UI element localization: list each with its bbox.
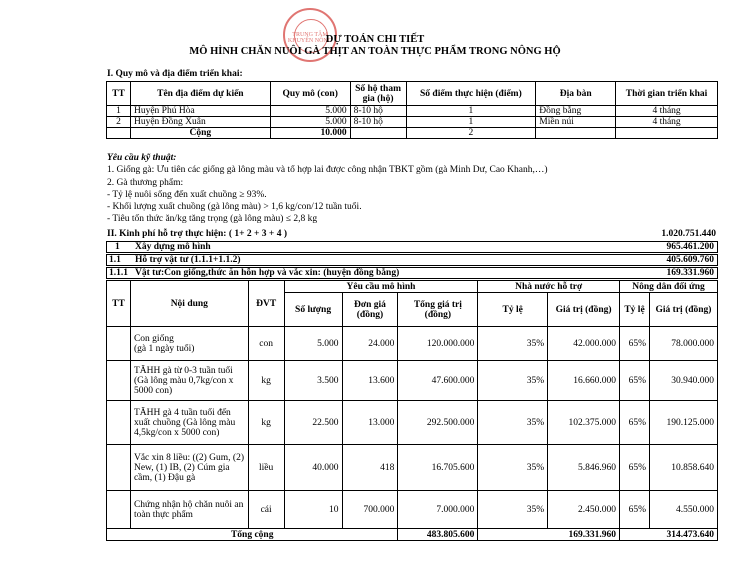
requirement-line: 1. Giống gà: Ưu tiên các giống gà lông màu và tổ hợp lai được công nhận TBKT gồm (gà Minh Dư, Cao Khanh,…) bbox=[107, 165, 548, 175]
section1-heading: I. Quy mô và địa điểm triển khai: bbox=[107, 69, 243, 79]
col-scale: Quy mô (con) bbox=[270, 82, 350, 106]
scale-location-table bbox=[106, 81, 718, 139]
scale-table-header bbox=[107, 82, 718, 106]
group-requirement: Yêu cầu mô hình bbox=[284, 281, 478, 293]
detail-group-header bbox=[107, 281, 718, 293]
document-subtitle: MÔ HÌNH CHĂN NUÔI GÀ THỊT AN TOÀN THỰC PHẨM TRONG NÔNG HỘ bbox=[189, 46, 561, 57]
section2-label: II. Kinh phí hỗ trợ thực hiện: ( 1+ 2 + 3 + 4 ) bbox=[107, 229, 288, 239]
col-state-value: Giá trị (đồng) bbox=[548, 293, 620, 327]
table-row: 1 Huyện Phú Hòa 5.000 8-10 hộ 1 Đồng bằng 4 tháng bbox=[107, 106, 718, 117]
col-farmer-value: Giá trị (đồng) bbox=[650, 293, 718, 327]
col-households: Số hộ tham gia (hộ) bbox=[350, 82, 406, 106]
col-duration: Thời gian triển khai bbox=[616, 82, 718, 106]
table-row: 2 Huyện Đồng Xuân 5.000 8-10 hộ 1 Miền núi 4 tháng bbox=[107, 117, 718, 128]
col-qty: Số lượng bbox=[284, 293, 342, 327]
col-area: Địa bàn bbox=[536, 82, 616, 106]
col-farmer-rate: Tỷ lệ bbox=[620, 293, 650, 327]
table-row: Vắc xin 8 liều: ((2) Gum, (2) New, (1) IB, (2) Cúm gia cầm, (1) Đậu gà liều 40.000 418 16.705.600 35% 5.846.960 65% 10.858.640 bbox=[107, 445, 718, 491]
col-tt: TT bbox=[107, 82, 131, 106]
material-support-bar: 1.1 Hỗ trợ vật tư (1.1.1+1.1.2) 405.609.760 bbox=[106, 254, 718, 266]
requirement-line: - Khối lượng xuất chuồng (gà lông màu) > 1,6 kg/con/12 tuần tuổi. bbox=[107, 202, 362, 212]
group-farmer-share: Nông dân đối ứng bbox=[620, 281, 718, 293]
table-total-row: Cộng 10.000 2 bbox=[107, 128, 718, 139]
requirement-line: 2. Gà thương phẩm: bbox=[107, 178, 184, 188]
col-total: Tổng giá trị (đồng) bbox=[398, 293, 478, 327]
requirement-line: - Tỷ lệ nuôi sống đến xuất chuồng ≥ 93%. bbox=[107, 190, 267, 200]
document-title: DỰ TOÁN CHI TIẾT bbox=[325, 34, 425, 45]
table-row: TĂHH gà 4 tuần tuổi đến xuất chuồng (Gà lông màu 4,5kg/con x 5000 con) kg 22.500 13.000 292.500.000 35% 102.375.000 65% 190.125.000 bbox=[107, 401, 718, 445]
table-row: TĂHH gà từ 0-3 tuần tuổi (Gà lông màu 0,7kg/con x 5000 con) kg 3.500 13.600 47.600.000 35% 16.660.000 65% 30.940.000 bbox=[107, 361, 718, 401]
col-location: Tên địa điểm dự kiến bbox=[130, 82, 270, 106]
col-content: Nội dung bbox=[130, 281, 248, 327]
col-unit: ĐVT bbox=[248, 281, 284, 327]
requirement-line: - Tiêu tốn thức ăn/kg tăng trọng (gà lông màu) ≤ 2,8 kg bbox=[107, 214, 318, 224]
col-tt: TT bbox=[107, 281, 131, 327]
table-row: Con giống (gà 1 ngày tuổi) con 5.000 24.000 120.000.000 35% 42.000.000 65% 78.000.000 bbox=[107, 327, 718, 361]
build-model-bar: 1 Xây dựng mô hình 965.461.200 bbox=[106, 241, 718, 253]
group-state-support: Nhà nước hỗ trợ bbox=[478, 281, 620, 293]
materials-bar: 1.1.1 Vật tư:Con giống,thức ăn hỗn hợp và vắc xin: (huyện đồng bằng) 169.331.960 bbox=[106, 267, 718, 279]
requirements-heading: Yêu cầu kỹ thuật: bbox=[107, 153, 177, 163]
red-seal-stamp: TRUNG TÂM KHUYẾN NÔNG bbox=[283, 8, 337, 62]
col-price: Đơn giá (đồng) bbox=[342, 293, 398, 327]
detail-total-row: Tổng cộng 483.805.600 169.331.960 314.473.640 bbox=[107, 529, 718, 541]
table-row: Chứng nhận hộ chăn nuôi an toàn thực phẩm cái 10 700.000 7.000.000 35% 2.450.000 65% 4.550.000 bbox=[107, 491, 718, 529]
col-state-rate: Tỷ lệ bbox=[478, 293, 548, 327]
section2-value: 1.020.751.440 bbox=[661, 229, 716, 239]
cost-detail-table bbox=[106, 280, 718, 541]
col-points: Số điểm thực hiện (điểm) bbox=[406, 82, 536, 106]
